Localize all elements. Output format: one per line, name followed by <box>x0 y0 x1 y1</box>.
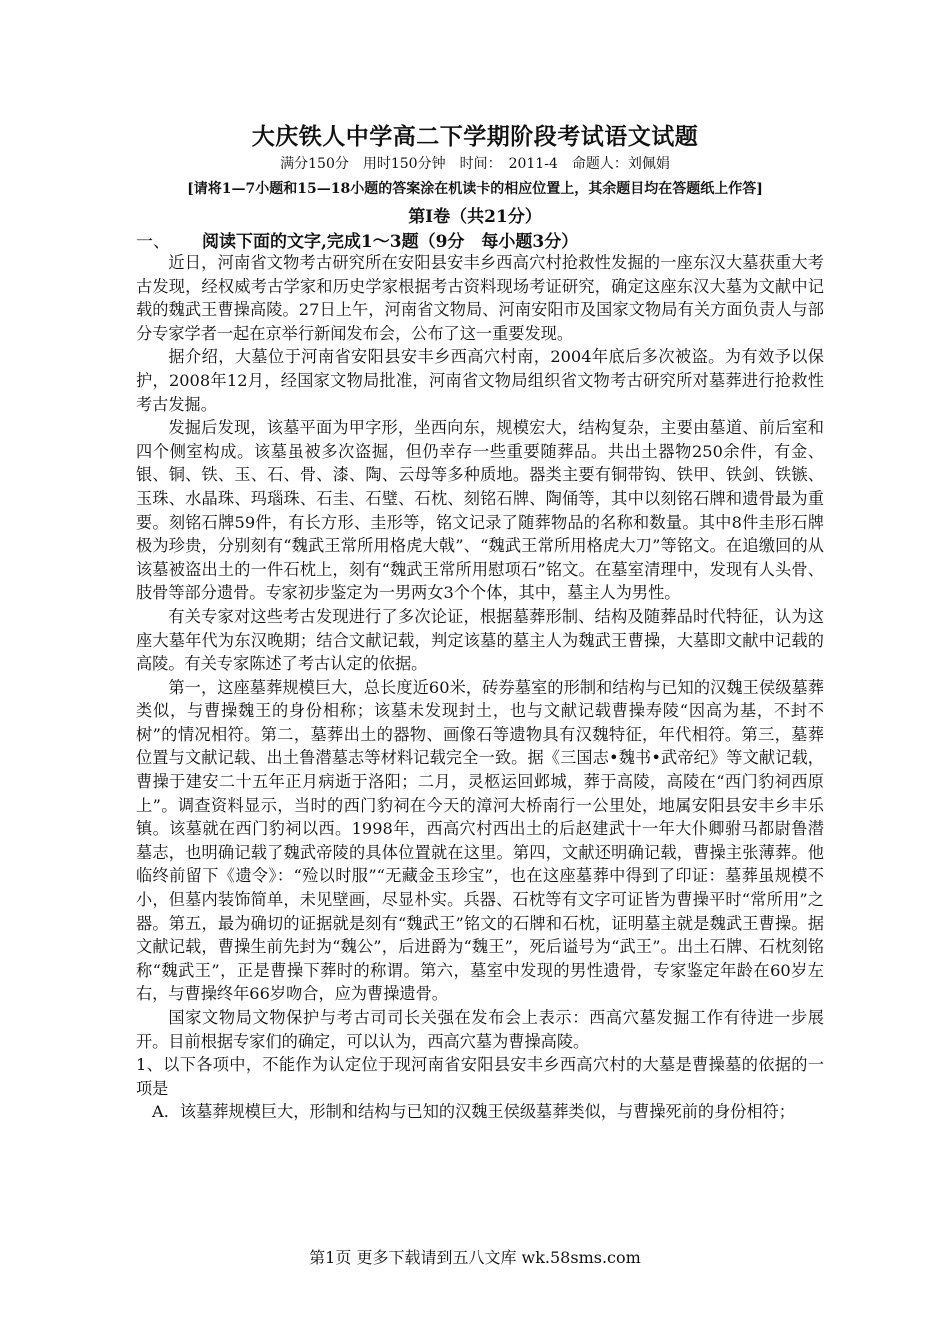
answer-notice: [请将1—7小题和15—18小题的答案涂在机读卡的相应位置上，其余题目均在答题纸上作答] <box>187 181 763 197</box>
page-footer: 第1页 更多下载请到五八文库 wk.58sms.com <box>309 1248 641 1267</box>
paragraph: 有关专家对这些考古发现进行了多次论证，根据墓葬形制、结构及随葬品时代特征，认为这座大墓年代为东汉晚期；结合文献记载，判定该墓的墓主人为魏武王曹操，大墓即文献中记载的高陵。有关专家陈述了考古认定的依据。 <box>136 606 824 674</box>
page-title: 大庆铁人中学高二下学期阶段考试语文试题 <box>251 123 699 150</box>
section-heading <box>136 227 836 252</box>
exam-info: 满分150分 用时150分钟 时间： 2011-4 命题人：刘佩娟 <box>280 156 670 172</box>
volume-heading: 第Ⅰ卷（共21分） <box>408 207 542 227</box>
paragraph: 近日，河南省文物考古研究所在安阳县安丰乡西高穴村抢救性发掘的一座东汉大墓获重大考古发现，经权威考古学家和历史学家根据考古资料现场考证研究，确定这座东汉大墓为文献中记载的魏武王曹操高陵。27日上午，河南省文物局、河南安阳市及国家文物局有关方面负责人与部分专家学者一起在京举行新闻发布会，公布了这一重要发现。 <box>136 253 824 343</box>
paragraph: 发掘后发现，该墓平面为甲字形，坐西向东，规模宏大，结构复杂，主要由墓道、前后室和四个侧室构成。该墓虽被多次盗掘，但仍幸存一些重要随葬品。共出土器物250余件，有金、银、铜、铁、玉、石、骨、漆、陶、云母等多种质地。器类主要有铜带钩、铁甲、铁剑、铁镞、玉珠、水晶珠、玛瑙珠、石圭、石璧、石枕、刻铭石牌、陶俑等，其中以刻铭石牌和遗骨最为重要。刻铭石牌59件，有长方形、圭形等，铭文记录了随葬物品的名称和数量。其中8件圭形石牌极为珍贵，分别刻有“魏武王常所用格虎大戟”、“魏武王常所用格虎大刀”等铭文。在追缴回的从该墓被盗出土的一件石枕上，刻有“魏武王常所用慰项石”铭文。在墓室清理中，发现有人头骨、肢骨等部分遗骨。专家初步鉴定为一男两女3个个体，其中，墓主人为男性。 <box>136 418 824 603</box>
question-1: 1、以下各项中，不能作为认定位于现河南省安阳县安丰乡西高穴村的大墓是曹操墓的依据的一项是 <box>136 1055 824 1098</box>
paragraph: 国家文物局文物保护与考古司司长关强在发布会上表示：西高穴墓发掘工作有待进一步展开。目前根据专家们的确定，可以认为，西高穴墓为曹操高陵。 <box>136 1008 824 1051</box>
paragraph: 据介绍，大墓位于河南省安阳县安丰乡西高穴村南，2004年底后多次被盗。为有效予以保护，2008年12月，经国家文物局批准，河南省文物局组织省文物考古研究所对墓葬进行抢救性考古发掘。 <box>136 347 824 414</box>
section-number: 一、 <box>136 232 170 252</box>
section-text: 阅读下面的文字,完成1～3题（9分 每小题3分） <box>202 232 579 252</box>
paragraph: 第一，这座墓葬规模巨大，总长度近60米，砖券墓室的形制和结构与已知的汉魏王侯级墓葬类似，与曹操魏王的身份相称；该墓未发现封土，也与文献记载曹操寿陵“因高为基，不封不树”的情况相符。第二，墓葬出土的器物、画像石等遗物具有汉魏特征，年代相符。第三，墓葬位置与文献记载、出土鲁潜墓志等材料记载完全一致。据《三国志•魏书•武帝纪》等文献记载，曹操于建安二十五年正月病逝于洛阳；二月，灵柩运回邺城，葬于高陵，高陵在“西门豹祠西原上”。调查资料显示，当时的西门豹祠在今天的漳河大桥南行一公里处，地属安阳县安丰乡丰乐镇。该墓就在西门豹祠以西。1998年，西高穴村西出土的后赵建武十一年大仆卿驸马都尉鲁潜墓志，也明确记载了魏武帝陵的具体位置就在这里。第四，文献还明确记载，曹操主张薄葬。他临终前留下《遗令》：“殓以时服”“无藏金玉珍宝”，也在这座墓葬中得到了印证：墓葬虽规模不小，但墓内装饰简单，未见壁画，尽显朴实。兵器、石枕等有文字可证皆为曹操平时“常所用”之器。第五，最为确切的证据就是刻有“魏武王”铭文的石牌和石枕，证明墓主就是魏武王曹操。据文献记载，曹操生前先封为“魏公”，后进爵为“魏王”，死后谥号为“武王”。出土石牌、石枕刻铭称“魏武王”，正是曹操下葬时的称谓。第六，墓室中发现的男性遗骨，专家鉴定年龄在60岁左右，与曹操终年66岁吻合，应为曹操遗骨。 <box>136 677 824 1004</box>
reading-passage <box>136 251 824 1124</box>
option-a: A．该墓葬规模巨大，形制和结构与已知的汉魏王侯级墓葬类似，与曹操死前的身份相符； <box>152 1102 795 1122</box>
